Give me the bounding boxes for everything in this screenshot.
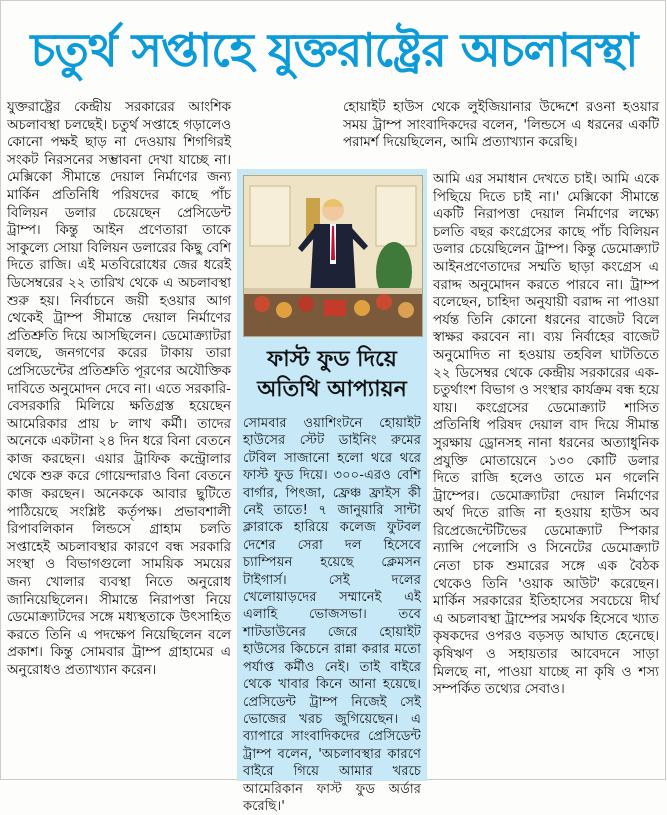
article-text-col1: যুক্তরাষ্ট্রের কেন্দ্রীয় সরকারের আংশিক অচলাবস্থা চলছেই। চতুর্থ সপ্তাহে গড়ালেও কোনো পক্ষই ছাড় না দেওয়ায় শিগগিরই সংকট নিরসনের সম্ভাবনা দেখা যাচ্ছে না। মেক্সিকো সীমান্তে দেয়াল নির্মাণের জন্য মার্কিন প্রতিনিধি পরিষদের কাছে পাঁচ বিলিয়ন ডলার চেয়েছেন প্রেসিডেন্ট ট্রাম্প। কিন্তু আইন প্রণেতারা তাকে সাকুল্যে সোয়া বিলিয়ন ডলারের কিছু বেশি দিতে রাজি। এই মতবিরোধের জের ধরেই ডিসেম্বরের ২২ তারিখ থেকে এ অচলাবস্থা শুরু হয়। নির্বাচনে জয়ী হওয়ার আগ থেকেই ট্রাম্প সীমান্তে দেয়াল নির্মাণের প্রতিশ্রুতি দিয়ে আসছিলেন। ডেমোক্র্যাটরা বলছে, জনগণের করের টাকায় তারা প্রেসিডেন্টের প্রতিশ্রুতি পূরণের অযৌক্তিক দাবিতে অনুমোদন দেবে না। এতে সরকারি-বেসরকারি মিলিয়ে ক্ষতিগ্রস্ত হয়েছেন আমেরিকার প্রায় ৮ লাখ কর্মী। তাদের অনেকে একটানা ২৪ দিন ধরে বিনা বেতনে কাজ করছেন। এয়ার ট্রাফিক কন্ট্রোলার থেকে শুরু করে গোয়েন্দারাও বিনা বেতনে কাজ করছেন। অনেককে আবার ছুটিতে পাঠিয়েছে সংশ্লিষ্ট কর্তৃপক্ষ। প্রভাবশালী রিপাবলিকান লিন্ডসে গ্রাহাম চলতি সপ্তাহেই অচলাবস্থার কারণে বন্ধ সরকারি সংস্থা ও বিভাগগুলো সাময়িক সময়ের জন্য খোলার ব্যবস্থা নিতে অনুরোধ জানিয়েছিলেন। সীমান্তে নিরাপত্তা নিয়ে ডেমোক্র্যাটদের সঙ্গে মধ্যস্থতাকে উৎসাহিত করতে তিনি এ পদক্ষেপ নিয়েছিলেন বলে প্রকাশ। কিন্তু সোমবার ট্রাম্প গ্রাহামের এ অনুরোধও প্রত্যাখ্যান করেন। <box>7 100 231 678</box>
photo-illustration <box>244 176 422 336</box>
sidebar-title: ফাস্ট ফুড দিয়ে অতিথি আপ্যায়ন <box>257 347 407 402</box>
article-text-col3: আমি এর সমাধান দেখতে চাই। আমি একে পিছিয়ে দিতে চাই না।' মেক্সিকো সীমান্তে একটি নিরাপত্তা দেয়াল নির্মাণের লক্ষ্যে চলতি বছর কংগ্রেসের কাছে পাঁচ বিলিয়ন ডলার চেয়েছিলেন ট্রাম্প। কিন্তু ডেমোক্র্যাট আইনপ্রণেতাদের সম্মতি ছাড়া কংগ্রেস এ বরাদ্দ অনুমোদন করতে পারবে না। ট্রাম্প বলেছেন, চাহিদা অনুযায়ী বরাদ্দ না পাওয়া পর্যন্ত তিনি কোনো ধরনের বাজেট বিলে স্বাক্ষর করবেন না। ব্যয় নির্বাহের বাজেট অনুমোদিত না হওয়ায় তহবিল ঘাটতিতে ২২ ডিসেম্বর থেকে কেন্দ্রীয় সরকারের এক-চতুর্থাংশ বিভাগ ও সংস্থার কার্যক্রম বন্ধ হয়ে যায়। কংগ্রেসের ডেমোক্র্যাট শাসিত প্রতিনিধি পরিষদ দেয়াল বাদ দিয়ে সীমান্ত সুরক্ষায় ড্রোনসহ নানা ধরনের অত্যাধুনিক প্রযুক্তি মোতায়েনে ১৩০ কোটি ডলার দিতে রাজি হলেও তাতে মন গলেনি ট্রাম্পের। ডেমোক্র্যাটরা দেয়াল নির্মাণের অর্থ দিতে রাজি না হওয়ায় হাউস অব রিপ্রেজেন্টেটিভের ডেমোক্র্যাট স্পিকার ন্যান্সি পেলোসি ও সিনেটের ডেমোক্র্যাট নেতা চাক শুমারের সঙ্গে এক বৈঠক থেকেও তিনি 'ওয়াক আউট' করেছেন। মার্কিন সরকারের ইতিহাসের সবচেয়ে দীর্ঘ এ অচলাবস্থা ট্রাম্পের সমর্থক হিসেবে খ্যাত কৃষকদের ওপরও বড়সড় আঘাত হেনেছে। কৃষিঋণ ও সহায়তার আবেদনে সাড়া মিলছে না, পাওয়া যাচ্ছে না কৃষি ও শস্য সম্পর্কিত তথ্যের সেবাও। <box>433 172 659 698</box>
sidebar-box <box>237 169 427 814</box>
article-column-3-top <box>343 99 659 169</box>
article-text-col3-top: হোয়াইট হাউস থেকে লুইজিয়ানার উদ্দেশে রওনা হওয়ার সময় ট্রাম্প সাংবাদিকদের বলেন, 'লিন্ডসে এ ধরনের একটি পরামর্শ দিয়েছিলেন, আমি প্রত্যাখ্যান করেছি। <box>343 100 659 151</box>
sidebar-text: সোমবার ওয়াশিংটনে হোয়াইট হাউসের স্টেট ডাইনিং রুমের টেবিল সাজানো হলো থরে থরে ফাস্ট ফুড দিয়ে। ৩০০-এরও বেশি বার্গার, পিৎজা, ফ্রেঞ্চ ফ্রাইস কী নেই তাতে! ৭ জানুয়ারি সান্টা ক্লারাকে হারিয়ে কলেজ ফুটবল দেশের সেরা দল হিসেবে চ্যাম্পিয়ন হয়েছে ক্লেমসন টাইগার্স। সেই দলের খেলোয়াড়দের সম্মানেই এই এলাহি ভোজসভা। তবে শাটডাউনের জেরে হোয়াইট হাউসের কিচেনে রান্না করার মতো পর্যাপ্ত কর্মীও নেই। তাই বাইরে থেকে খাবার কিনে আনা হয়েছে। প্রেসিডেন্ট ট্রাম্প নিজেই সেই ভোজের খরচ জুগিয়েছেন। এ ব্যাপারে সাংবাদিকদের প্রেসিডেন্ট ট্রাম্প বলেন, 'অচলাবস্থার কারণে বাইরে গিয়ে আমার খরচে আমেরিকান ফাস্ট ফুড অর্ডার করেছি।' <box>243 416 421 814</box>
article-column-1 <box>7 99 231 779</box>
news-photo <box>243 175 423 337</box>
article-column-3 <box>433 171 659 779</box>
headline: চতুর্থ সপ্তাহে যুক্তরাষ্ট্রের অচলাবস্থা <box>30 23 638 77</box>
